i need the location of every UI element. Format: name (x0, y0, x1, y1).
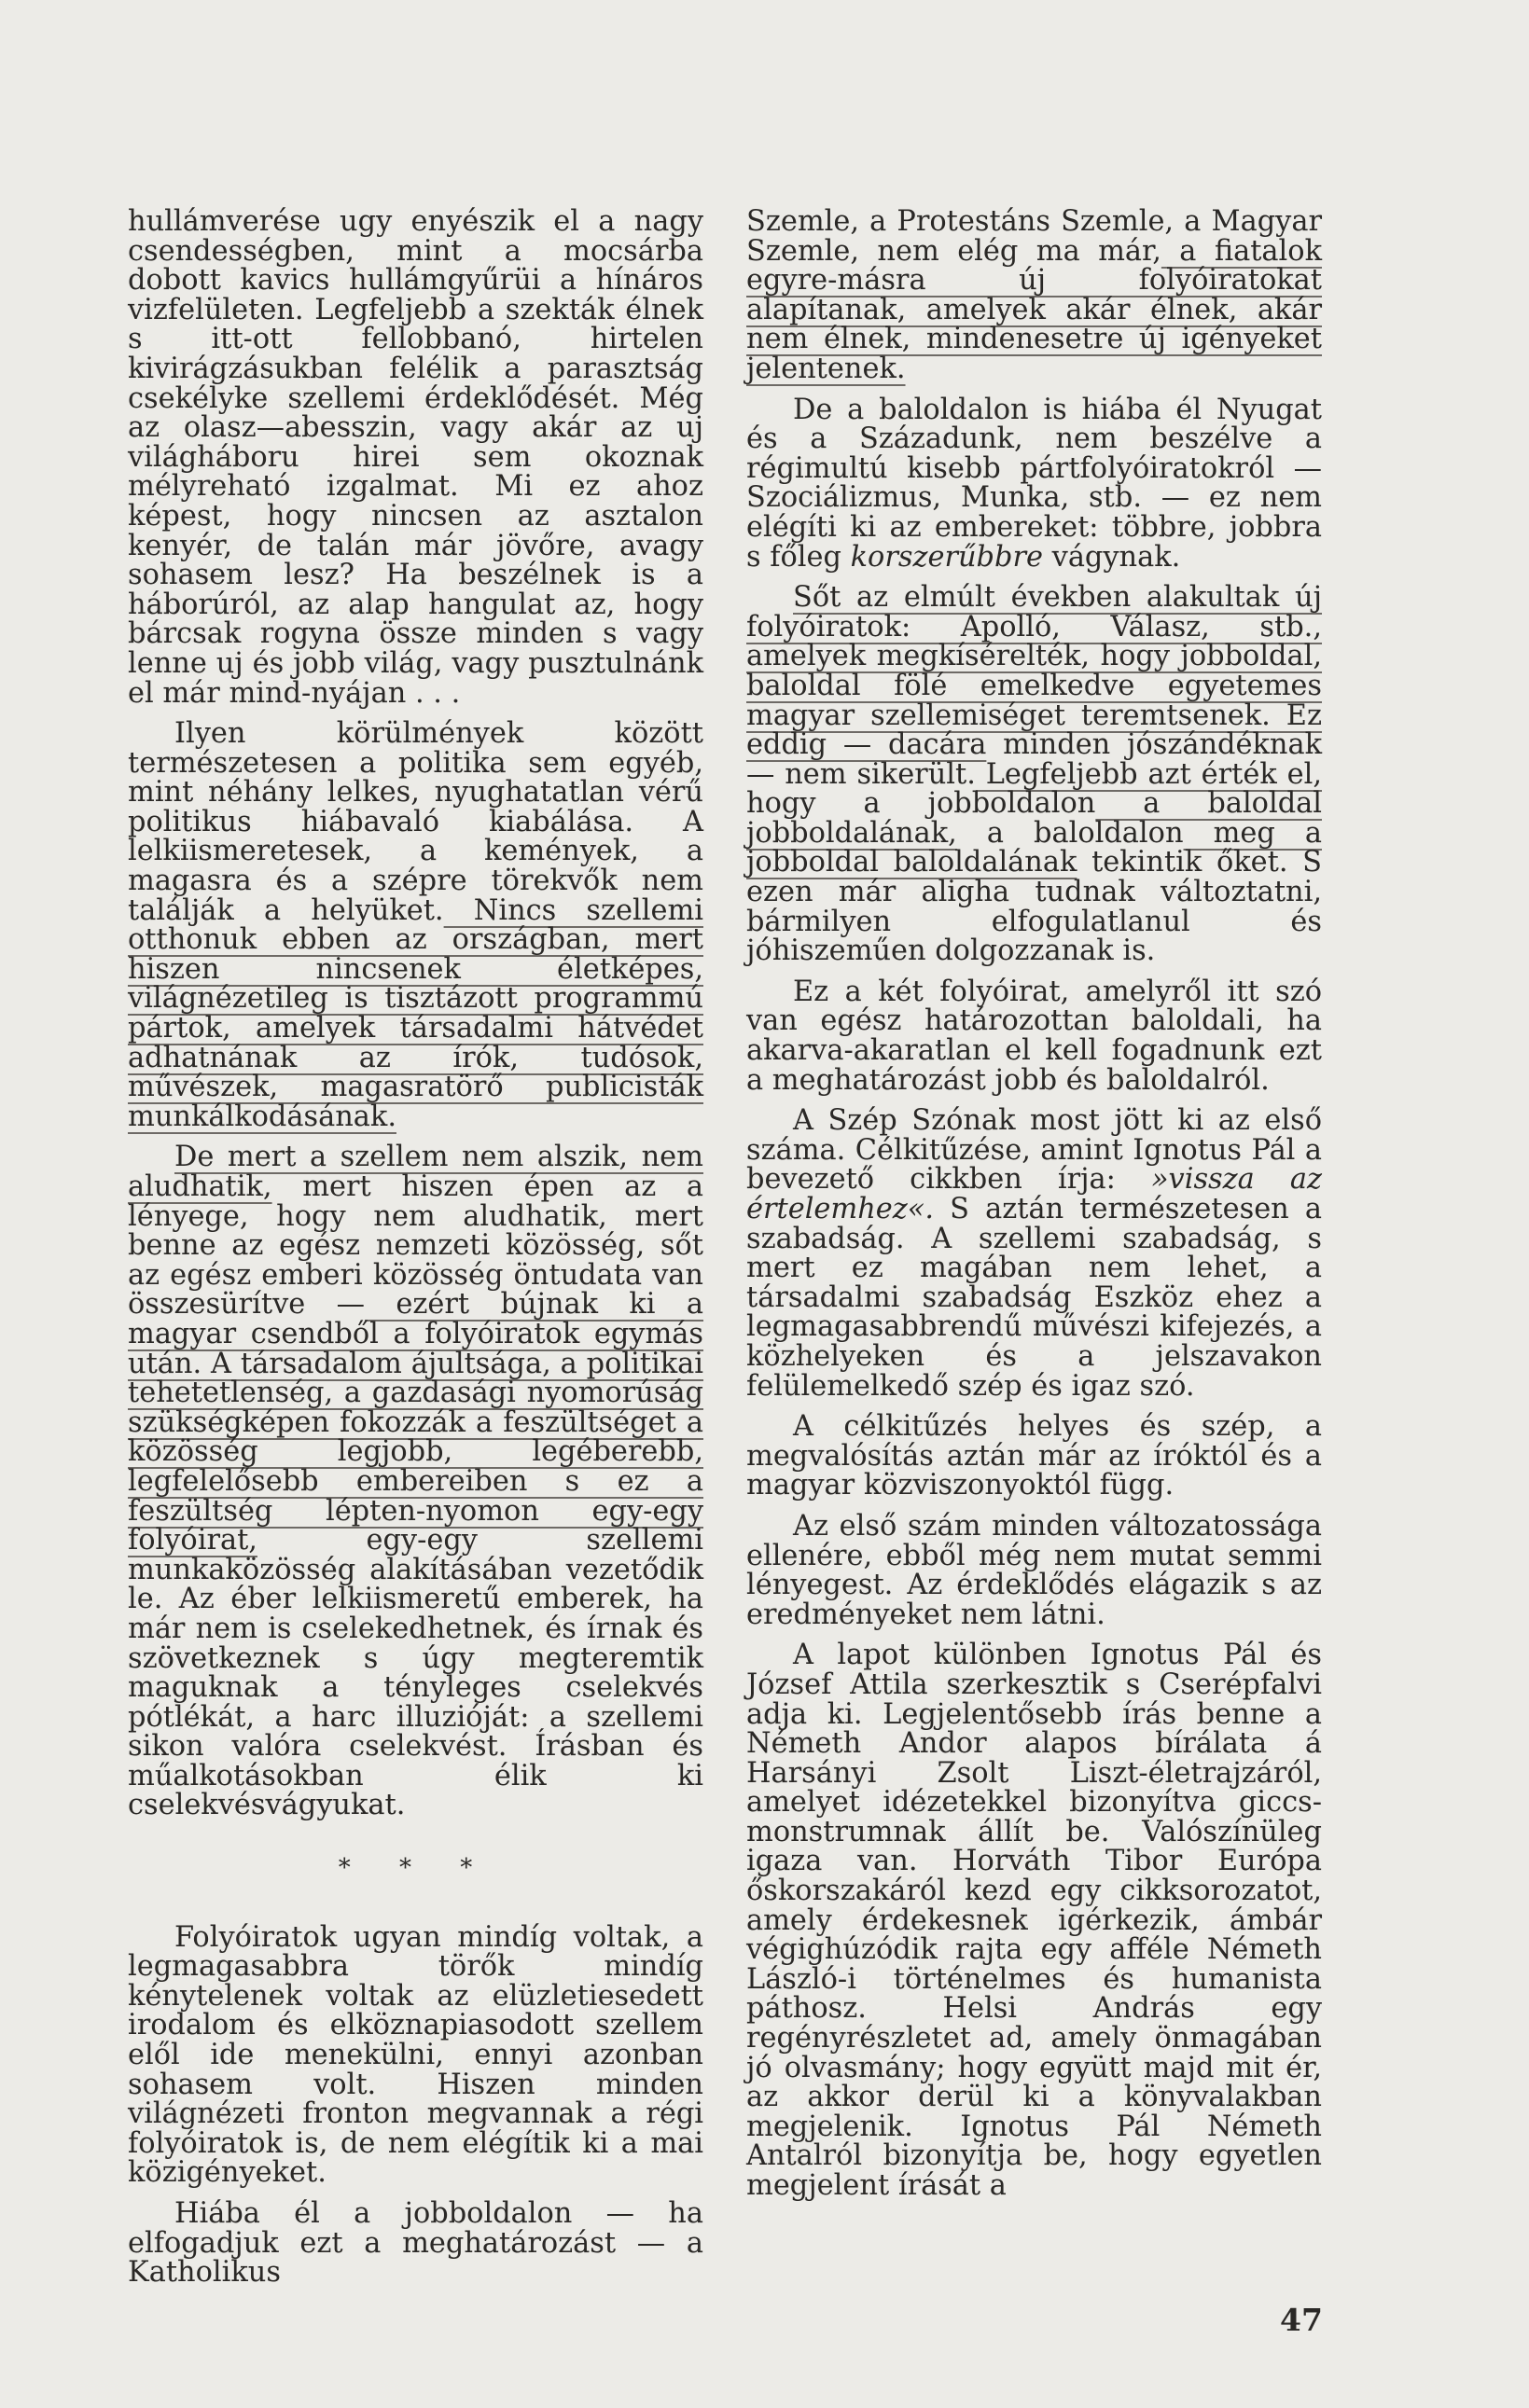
paragraph: Ez a két folyóirat, amelyről itt szó van egész határozottan baloldali, ha akarva-akaratlan el kell fogadnunk ezt a meghatározást jobb és baloldalról. (746, 975, 1322, 1097)
underlined-text: a baloldal jobboldalának, (746, 787, 1322, 850)
paragraph (746, 207, 1322, 384)
page-number: 47 (1280, 2302, 1323, 2338)
text-run: vágynak. (1042, 540, 1181, 574)
paragraph (746, 1106, 1322, 1401)
paragraph (746, 395, 1322, 573)
italic-text: korszerűbbre (850, 540, 1043, 574)
paragraph: Folyóiratok ugyan mindíg voltak, a legmagasabbra törők mindíg kénytelenek voltak az elüzletiesedett irodalom és elköznapiasodott szellem elől ide menekülni, ennyi azonban sohasem volt. Hiszen minden világnézeti fronton megvannak a régi folyóiratok is, de nem elégítik ki a mai közigényeket. (128, 1920, 703, 2190)
text-run: tekintik őket. S ezen már aligha tudnak változtatni, bármilyen elfogulatlanul és jóhiszeműen dolgozzanak is. (746, 846, 1322, 968)
paragraph: Az első szám minden változatossága ellenére, ebből még nem mutat semmi lényegest. Az érdeklődés elágazik s az eredményeket nem látni. (746, 1509, 1322, 1631)
underlined-text: meg a jobboldal baloldalának (746, 816, 1322, 879)
text-run: De a baloldalon is hiába él Nyugat és a Századunk, nem beszélve a régimultú kisebb pártfolyóiratokról — Szociálizmus, Munka, stb. — ez nem elégíti ki az embereket: többre, jobbra s főleg (746, 393, 1322, 574)
text-run: Szemle, a Protestáns Szemle, a Magyar Szemle, nem elég ma már, (746, 205, 1322, 268)
text-run: egy-egy szellemi munkaközösség alakításában vezetődik le. Az éber lelkiismeretű emberek, ha már nem is cselekedhetnek, és írnak és szövetkeznek s úgy megteremtik maguknak a tényleges cselekvés pótlékát, a harc illuzióját: a szellemi sikon valóra cselekvést. Írásban és műalkotásokban élik ki cselekvésvágyukat. (128, 1524, 703, 1822)
text-run: minden jószándéknak — nem sikerült. (746, 728, 1322, 791)
paragraph (128, 719, 703, 1131)
text-run: A Szép Szónak most jött ki az első száma. Célkitűzése, amint Ignotus Pál a bevezető cikkben írja: (746, 1104, 1322, 1197)
text-run: S aztán természetesen a szabadság. A szellemi szabadság, s mert ez magában nem lehet, a társadalmi szabadság Eszköz ehez a legmagasabbrendű művészi kifejezés, a közhelyeken és a jelszavakon felülemelkedő szép és igaz szó. (746, 1193, 1322, 1403)
paragraph: A lapot különben Ignotus Pál és József Attila szerkesztik s Cserépfalvi adja ki. Legjelentősebb írás benne a Németh Andor alapos bírálata á Harsányi Zsolt Liszt-életrajzáról, amelyet idézetekkel bizonyítva giccs-monstrumnak állít be. Valószínüleg igaza van. Horváth Tibor Európa őskorszakáról kezd egy cikksorozatot, amely érdekesnek igérkezik, ámbár végighúzódik rajta egy afféle Németh László-i történelmes és humanista páthosz. Helsi András egy regényrészletet ad, amely önmagában jó olvasmány; hogy együtt majd mit ér, az akkor derül ki a könyvalakban megjelenik. Ignotus Pál Németh Antalról bizonyítja be, hogy egyetlen megjelent írását a (746, 1639, 1322, 2202)
text-run: mert hiszen épen az a lényege, hogy nem aludhatik, mert benne az egész nemzeti közösség, sőt az egész emberi közösség öntudata van összesürítve — (128, 1170, 703, 1322)
underlined-text: De mert a szellem nem alszik, nem aludhatik, (128, 1141, 703, 1203)
section-separator: * * * (338, 1854, 493, 1883)
italic-text: »vissza az értelemhez«. (746, 1163, 1322, 1225)
underlined-text: ezért bújnak ki a magyar csendből a folyóiratok egymás után. A társadalom ájultsága, a politikai tehetetlenség, a gazdasági nyomorúság szükségképen fokozzák a feszültséget a közösség legjobb, legéberebb, legfelelősebb embereiben s ez a feszültség lépten-nyomon egy-egy folyóirat, (128, 1288, 703, 1557)
paragraph: A célkitűzés helyes és szép, a megvalósítás aztán már az íróktól és a magyar közviszonyoktól függ. (746, 1410, 1322, 1502)
underlined-text: a fiatalok egyre-másra új folyóiratokat alapítanak, amelyek akár élnek, akár nem élnek, mindenesetre új igényeket jelentenek. (746, 234, 1322, 385)
text-run: Ilyen körülmények között természetesen a politika sem egyéb, mint néhány lelkes, nyughatatlan vérű politikus hiábavaló kiabálása. A lelkiismeretesek, a kemények, a magasra és a szépre törekvők nem találják a helyüket. (128, 717, 703, 927)
paragraph (746, 583, 1322, 966)
paragraph (128, 1142, 703, 1820)
underlined-text: Sőt az elmúlt években alakultak új folyóiratok: Apolló, Válasz, stb., amelyek megkísérelték, hogy jobboldal, baloldal fölé emelkedve egyetemes magyar szellemiséget teremtsenek. Ez eddig — dacára (746, 581, 1322, 762)
text-run: a baloldalon (956, 816, 1184, 850)
right-column (746, 207, 1322, 2201)
underlined-text: Nincs szellemi otthonuk ebben az országban, mert hiszen nincsenek életképes, világnézetileg is tisztázott programmú pártok, amelyek társadalmi hátvédet adhatnának az írók, tudósok, művészek, magasratörő publicisták munkálkodásának. (128, 893, 703, 1133)
left-column (128, 207, 703, 2288)
text-run: hogy a jobboldalon (746, 787, 1096, 821)
underlined-text: Legfeljebb azt érték el, (975, 757, 1322, 791)
paragraph: hullámverése ugy enyészik el a nagy csendességben, mint a mocsárba dobott kavics hullámgyűrüi a hínáros vizfelületen. Legfeljebb a szekták élnek s itt-ott fellobbanó, hirtelen kivirágzásukban felélik a parasztság csekélyke szellemi érdeklődését. Még az olasz—abesszin, vagy akár az uj világháboru hirei sem okoznak mélyreható izgalmat. Mi ez ahoz képest, hogy nincsen az asztalon kenyér, de talán már jövőre, avagy sohasem lesz? Ha beszélnek is a háborúról, az alap hangulat az, hogy bárcsak rogyna össze minden s vagy lenne uj és jobb világ, vagy pusztulnánk el már mind-nyájan . . . (128, 205, 703, 710)
paragraph: Hiába él a jobboldalon — ha elfogadjuk ezt a meghatározást — a Katholikus (128, 2197, 703, 2290)
